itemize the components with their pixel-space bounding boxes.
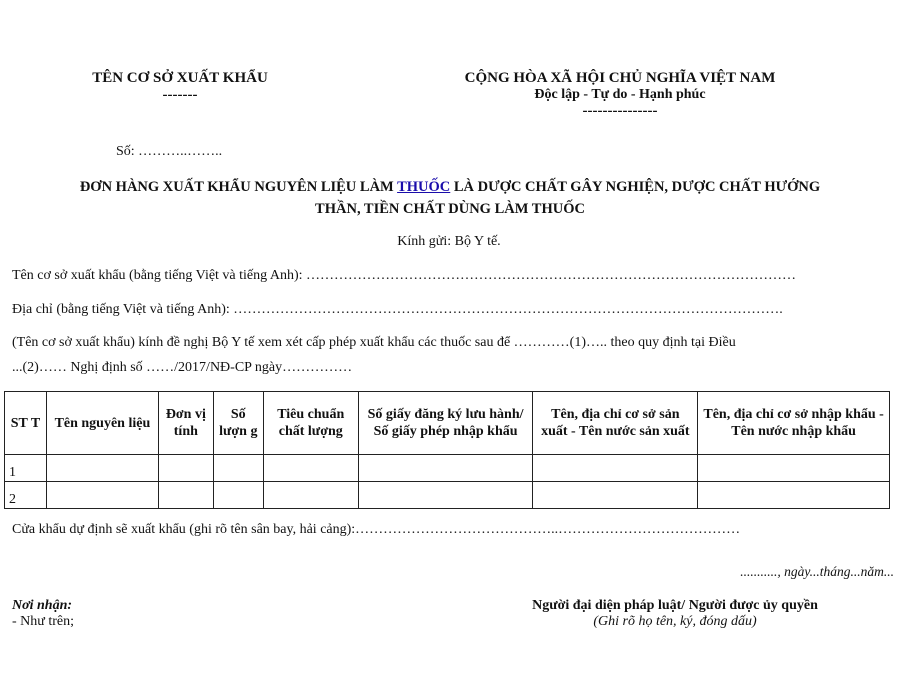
header-stt: ST T [5,392,47,455]
document-number: Số: ………..…….. [116,144,223,159]
request-line-2: ...(2)…… Nghị định số ……/2017/NĐ-CP ngày…………… [12,360,353,375]
table-row [5,482,890,509]
table-cell[interactable] [46,482,158,509]
signature-block [490,598,860,630]
document-title-line2: THẦN, TIỀN CHẤT DÙNG LÀM THUỐC [315,201,585,217]
table-cell[interactable] [263,482,358,509]
table-cell[interactable] [213,482,263,509]
header-quality-standard: Tiêu chuẩn chất lượng [263,392,358,455]
table-cell[interactable] [698,455,890,482]
export-items-table [4,391,890,509]
signer-note: (Ghi rõ họ tên, ký, đóng dấu) [593,614,757,629]
table-cell[interactable] [533,455,698,482]
request-line-1: (Tên cơ sở xuất khẩu) kính đề nghị Bộ Y tế xem xét cấp phép xuất khẩu các thuốc sau để …………(1)….. theo quy định tại Điều [12,335,736,350]
title-part2: LÀ DƯỢC CHẤT GÂY NGHIỆN, DƯỢC CHẤT HƯỚNG [450,179,821,195]
national-dash: --------------- [582,103,658,119]
row-stt: 2 [5,482,47,509]
table-cell[interactable] [158,482,213,509]
table-cell[interactable] [158,455,213,482]
recipients-item: - Như trên; [12,614,75,629]
place-date-line: ..........., ngày...tháng...năm... [740,564,894,579]
recipients-label: Nơi nhận: [12,598,73,613]
row-stt: 1 [5,455,47,482]
table-cell[interactable] [263,455,358,482]
national-title: CỘNG HÒA XÃ HỘI CHỦ NGHĨA VIỆT NAM [464,70,776,86]
table-cell[interactable] [213,455,263,482]
address-field: Địa chỉ (bằng tiếng Việt và tiếng Anh): ………………………………………………………………………………………………………. [12,302,783,317]
document-title [20,176,880,220]
signer-title: Người đại diện pháp luật/ Người được ủy quyền [532,598,818,613]
table-cell[interactable] [358,455,533,482]
table-cell[interactable] [46,455,158,482]
header-importer: Tên, địa chỉ cơ sở nhập khẩu - Tên nước nhập khẩu [698,392,890,455]
exporter-org-dash: ------- [162,87,198,103]
table-cell[interactable] [358,482,533,509]
header-registration-number: Số giấy đăng ký lưu hành/ Số giấy phép nhập khẩu [358,392,533,455]
national-motto: Độc lập - Tự do - Hạnh phúc [534,87,706,102]
document-title-line1 [20,176,880,198]
table-row [5,455,890,482]
title-link-thuoc[interactable]: THUỐC [397,179,451,195]
exporter-org-title: TÊN CƠ SỞ XUẤT KHẨU [92,70,268,86]
header-material-name: Tên nguyên liệu [46,392,158,455]
table-header-row [5,392,890,455]
recipient-line: Kính gửi: Bộ Y tế. [397,234,501,249]
recipients-block [12,598,74,630]
header-quantity: Số lượn g [213,392,263,455]
title-part1: ĐƠN HÀNG XUẤT KHẨU NGUYÊN LIỆU LÀM [79,179,398,195]
header-unit: Đơn vị tính [158,392,213,455]
border-gate-field: Cửa khẩu dự định sẽ xuất khẩu (ghi rõ tên sân bay, hải cảng):……………………………………..………………………………… [12,522,741,537]
exporter-org-block [60,70,300,104]
national-header-block [430,70,810,120]
header-manufacturer: Tên, địa chỉ cơ sở sản xuất - Tên nước sản xuất [533,392,698,455]
table-cell[interactable] [698,482,890,509]
table-cell[interactable] [533,482,698,509]
exporter-name-field: Tên cơ sở xuất khẩu (bằng tiếng Việt và tiếng Anh): …………………………………………………………………………………………… [12,268,797,283]
